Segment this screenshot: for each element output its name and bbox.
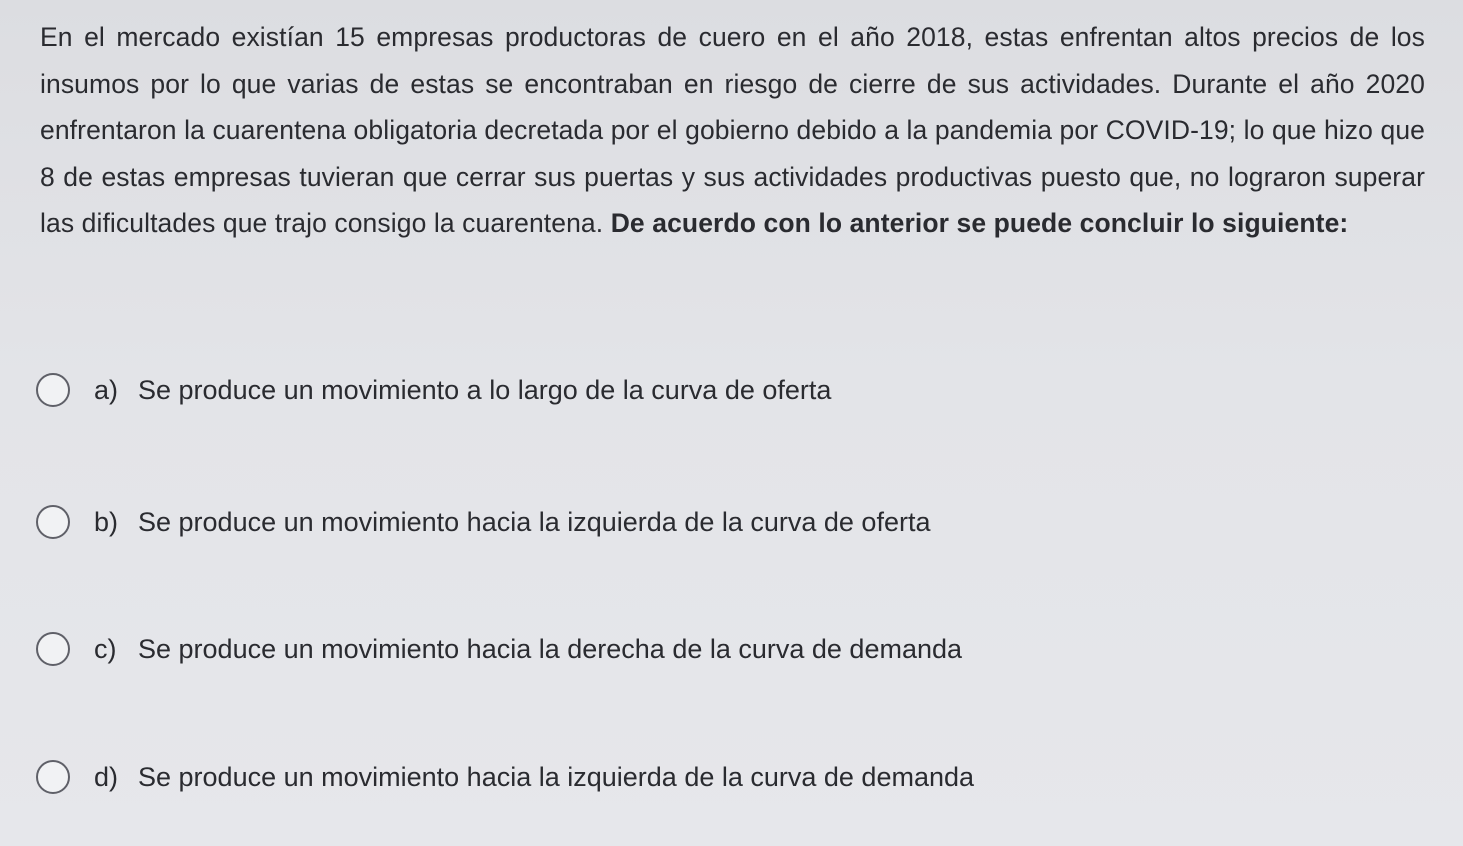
option-c-label[interactable]: Se produce un movimiento hacia la derecha de la curva de demanda (138, 633, 963, 664)
question-text (40, 14, 1425, 247)
option-d[interactable] (36, 760, 974, 794)
radio-button-a[interactable] (36, 373, 70, 407)
option-b-label[interactable]: Se produce un movimiento hacia la izquierda de la curva de oferta (138, 506, 931, 537)
option-c-letter: c) (94, 633, 117, 664)
question-body: En el mercado existían 15 empresas productoras de cuero en el año 2018, estas enfrentan altos precios de los insumos por lo que varias de estas se encontraban en riesgo de cierre de sus actividades. Durante el año 2020 enfrentaron la cuarentena obligatoria decretada por el gobierno debido a la pandemia por COVID-19; lo que hizo que 8 de estas empresas tuvieran que cerrar sus puertas y sus actividades productivas puesto que, no lograron superar las dificultades que trajo consigo la cuarentena. (40, 22, 1425, 238)
option-b[interactable] (36, 505, 930, 539)
option-b-letter: b) (94, 506, 119, 537)
question-prompt: De acuerdo con lo anterior se puede concluir lo siguiente: (610, 208, 1349, 238)
option-c[interactable] (36, 632, 962, 666)
option-a[interactable] (36, 373, 831, 407)
radio-button-b[interactable] (36, 505, 70, 539)
option-d-letter: d) (94, 761, 119, 792)
option-a-label[interactable]: Se produce un movimiento a lo largo de la curva de oferta (138, 374, 832, 405)
radio-button-d[interactable] (36, 760, 70, 794)
option-a-letter: a) (94, 374, 119, 405)
option-d-label[interactable]: Se produce un movimiento hacia la izquierda de la curva de demanda (138, 761, 975, 792)
radio-button-c[interactable] (36, 632, 70, 666)
